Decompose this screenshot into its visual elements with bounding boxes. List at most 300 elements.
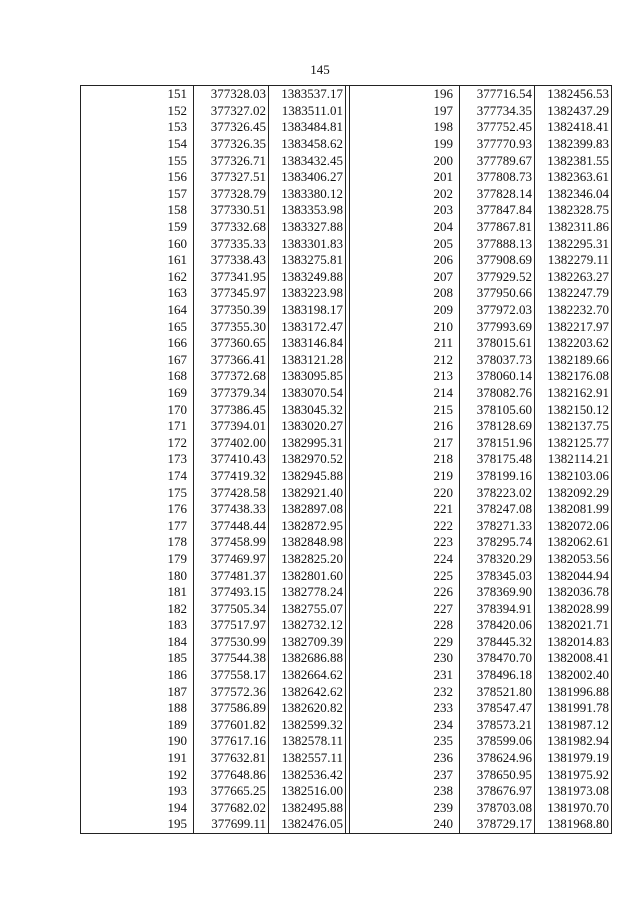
right-point-number: 238: [433, 783, 453, 799]
right-blank-cell: [350, 401, 410, 418]
table-row: [81, 269, 612, 286]
right-point-number: 221: [433, 501, 453, 517]
right-y-coordinate: 1382162.91: [535, 385, 612, 402]
right-point-number: 203: [433, 202, 453, 218]
left-x-coordinate: 377530.99: [194, 634, 269, 651]
left-point-number: 173: [167, 451, 187, 467]
right-point-number: 230: [433, 650, 453, 666]
right-x-coordinate: 378082.76: [460, 385, 535, 402]
table-row: [81, 169, 612, 186]
left-point-number: 170: [167, 401, 187, 417]
left-blank-cell: [81, 219, 144, 236]
right-y-coordinate: 1381973.08: [535, 783, 612, 800]
left-x-coordinate: 377326.71: [194, 152, 269, 169]
right-x-coordinate: 378271.33: [460, 517, 535, 534]
right-y-coordinate: 1381996.88: [535, 683, 612, 700]
left-x-coordinate: 377682.02: [194, 800, 269, 817]
table-row: [81, 750, 612, 767]
left-y-coordinate: 1383249.88: [269, 269, 346, 286]
right-y-coordinate: 1382328.75: [535, 202, 612, 219]
left-x-coordinate: 377410.43: [194, 451, 269, 468]
left-blank-cell: [81, 783, 144, 800]
right-point-number: 234: [433, 716, 453, 732]
right-x-coordinate: 377993.69: [460, 318, 535, 335]
right-y-coordinate: 1382363.61: [535, 169, 612, 186]
right-point-number: 233: [433, 700, 453, 716]
left-point-number: 177: [167, 517, 187, 533]
table-row: [81, 302, 612, 319]
left-point-number: 163: [167, 285, 187, 301]
right-point-number: 207: [433, 268, 453, 284]
table-row: [81, 418, 612, 435]
right-blank-cell: [350, 119, 410, 136]
left-y-coordinate: 1383511.01: [269, 103, 346, 120]
right-point-number: 220: [433, 484, 453, 500]
left-blank-cell: [81, 252, 144, 269]
right-x-coordinate: 377716.54: [460, 86, 535, 103]
right-x-coordinate: 378599.06: [460, 733, 535, 750]
right-blank-cell: [350, 733, 410, 750]
right-blank-cell: [350, 816, 410, 833]
left-x-coordinate: 377394.01: [194, 418, 269, 435]
right-blank-cell: [350, 219, 410, 236]
left-y-coordinate: 1383458.62: [269, 136, 346, 153]
left-blank-cell: [81, 335, 144, 352]
table-row: [81, 733, 612, 750]
left-y-coordinate: 1383327.88: [269, 219, 346, 236]
table-row: [81, 103, 612, 120]
left-x-coordinate: 377458.99: [194, 534, 269, 551]
right-point-number: 209: [433, 302, 453, 318]
right-x-coordinate: 378394.91: [460, 600, 535, 617]
right-blank-cell: [350, 484, 410, 501]
left-y-coordinate: 1382620.82: [269, 700, 346, 717]
right-blank-cell: [350, 86, 410, 103]
left-x-coordinate: 377350.39: [194, 302, 269, 319]
right-point-number: 217: [433, 434, 453, 450]
right-blank-cell: [350, 368, 410, 385]
left-blank-cell: [81, 800, 144, 817]
right-blank-cell: [350, 285, 410, 302]
left-blank-cell: [81, 235, 144, 252]
left-x-coordinate: 377469.97: [194, 551, 269, 568]
right-point-number: 228: [433, 617, 453, 633]
coordinate-table: [80, 85, 612, 834]
right-point-number: 235: [433, 733, 453, 749]
right-blank-cell: [350, 683, 410, 700]
table-row: [81, 152, 612, 169]
right-x-coordinate: 377808.73: [460, 169, 535, 186]
left-point-number: 166: [167, 335, 187, 351]
left-blank-cell: [81, 551, 144, 568]
right-y-coordinate: 1382021.71: [535, 617, 612, 634]
left-blank-cell: [81, 567, 144, 584]
left-x-coordinate: 377328.03: [194, 86, 269, 103]
left-point-number: 195: [143, 816, 194, 833]
left-y-coordinate: 1382801.60: [269, 567, 346, 584]
table-row: [81, 551, 612, 568]
left-y-coordinate: 1383223.98: [269, 285, 346, 302]
right-x-coordinate: 378470.70: [460, 650, 535, 667]
left-blank-cell: [81, 451, 144, 468]
left-blank-cell: [81, 86, 144, 103]
left-y-coordinate: 1382995.31: [269, 434, 346, 451]
right-blank-cell: [350, 335, 410, 352]
right-point-number: 218: [433, 451, 453, 467]
left-point-number: 165: [167, 318, 187, 334]
left-y-coordinate: 1382825.20: [269, 551, 346, 568]
right-y-coordinate: 1382263.27: [535, 269, 612, 286]
left-point-number: 159: [167, 219, 187, 235]
table-row: [81, 335, 612, 352]
left-blank-cell: [81, 667, 144, 684]
left-x-coordinate: 377632.81: [194, 750, 269, 767]
table-row: [81, 368, 612, 385]
right-blank-cell: [350, 385, 410, 402]
right-x-coordinate: 378128.69: [460, 418, 535, 435]
right-x-coordinate: 378345.03: [460, 567, 535, 584]
right-blank-cell: [350, 700, 410, 717]
right-point-number: 219: [433, 467, 453, 483]
left-blank-cell: [81, 103, 144, 120]
left-x-coordinate: 377332.68: [194, 219, 269, 236]
right-y-coordinate: 1382247.79: [535, 285, 612, 302]
right-x-coordinate: 378703.08: [460, 800, 535, 817]
left-blank-cell: [81, 368, 144, 385]
left-point-number: 152: [167, 102, 187, 118]
right-y-coordinate: 1382044.94: [535, 567, 612, 584]
right-x-coordinate: 377908.69: [460, 252, 535, 269]
left-point-number: 194: [167, 799, 187, 815]
left-point-number: 160: [167, 235, 187, 251]
right-x-coordinate: 378573.21: [460, 717, 535, 734]
right-y-coordinate: 1382028.99: [535, 600, 612, 617]
left-blank-cell: [81, 517, 144, 534]
right-x-coordinate: 377929.52: [460, 269, 535, 286]
left-x-coordinate: 377326.45: [194, 119, 269, 136]
right-point-number: 214: [433, 384, 453, 400]
right-y-coordinate: 1381968.80: [535, 816, 612, 833]
right-point-number: 231: [433, 667, 453, 683]
right-x-coordinate: 378199.16: [460, 468, 535, 485]
right-y-coordinate: 1382114.21: [535, 451, 612, 468]
right-y-coordinate: 1382125.77: [535, 434, 612, 451]
right-y-coordinate: 1382014.83: [535, 634, 612, 651]
right-point-number: 229: [433, 633, 453, 649]
left-x-coordinate: 377402.00: [194, 434, 269, 451]
right-point-number: 222: [433, 517, 453, 533]
left-y-coordinate: 1382686.88: [269, 650, 346, 667]
right-y-coordinate: 1382381.55: [535, 152, 612, 169]
right-blank-cell: [350, 235, 410, 252]
right-x-coordinate: 378547.47: [460, 700, 535, 717]
right-y-coordinate: 1382346.04: [535, 186, 612, 203]
right-x-coordinate: 378037.73: [460, 352, 535, 369]
left-point-number: 168: [167, 368, 187, 384]
left-blank-cell: [81, 186, 144, 203]
left-y-coordinate: 1382921.40: [269, 484, 346, 501]
left-point-number: 161: [167, 252, 187, 268]
right-x-coordinate: 378151.96: [460, 434, 535, 451]
right-y-coordinate: 1382053.56: [535, 551, 612, 568]
left-y-coordinate: 1383537.17: [269, 86, 346, 103]
right-x-coordinate: 378369.90: [460, 584, 535, 601]
right-point-number: 225: [433, 567, 453, 583]
left-blank-cell: [81, 285, 144, 302]
left-x-coordinate: 377558.17: [194, 667, 269, 684]
left-blank-cell: [81, 434, 144, 451]
left-blank-cell: [81, 501, 144, 518]
right-point-number: 206: [433, 252, 453, 268]
right-blank-cell: [350, 584, 410, 601]
left-y-coordinate: 1383198.17: [269, 302, 346, 319]
right-x-coordinate: 377972.03: [460, 302, 535, 319]
left-point-number: 167: [167, 351, 187, 367]
right-y-coordinate: 1381970.70: [535, 800, 612, 817]
right-y-coordinate: 1382437.29: [535, 103, 612, 120]
left-blank-cell: [81, 600, 144, 617]
table-row: [81, 700, 612, 717]
left-blank-cell: [81, 683, 144, 700]
right-y-coordinate: 1382203.62: [535, 335, 612, 352]
left-point-number: 191: [167, 750, 187, 766]
left-point-number: 164: [167, 302, 187, 318]
left-x-coordinate: 377338.43: [194, 252, 269, 269]
right-y-coordinate: 1382062.61: [535, 534, 612, 551]
left-y-coordinate: 1382495.88: [269, 800, 346, 817]
left-point-number: 179: [167, 550, 187, 566]
left-y-coordinate: 1383353.98: [269, 202, 346, 219]
right-x-coordinate: 377828.14: [460, 186, 535, 203]
right-point-number: 200: [433, 152, 453, 168]
left-x-coordinate: 377617.16: [194, 733, 269, 750]
right-blank-cell: [350, 186, 410, 203]
right-point-number: 239: [433, 799, 453, 815]
table-row: [81, 517, 612, 534]
left-x-coordinate: 377327.02: [194, 103, 269, 120]
table-row: [81, 634, 612, 651]
left-y-coordinate: 1382664.62: [269, 667, 346, 684]
right-blank-cell: [350, 634, 410, 651]
left-x-coordinate: 377355.30: [194, 318, 269, 335]
right-x-coordinate: 378650.95: [460, 766, 535, 783]
right-x-coordinate: 377752.45: [460, 119, 535, 136]
right-blank-cell: [350, 136, 410, 153]
left-point-number: 151: [143, 86, 194, 103]
left-point-number: 186: [167, 667, 187, 683]
left-point-number: 192: [167, 766, 187, 782]
left-point-number: 183: [167, 617, 187, 633]
table-row: [81, 285, 612, 302]
left-x-coordinate: 377328.79: [194, 186, 269, 203]
left-blank-cell: [81, 385, 144, 402]
right-x-coordinate: 378521.80: [460, 683, 535, 700]
right-x-coordinate: 378729.17: [460, 816, 535, 833]
right-blank-cell: [350, 783, 410, 800]
page-number: 145: [310, 62, 330, 77]
right-x-coordinate: 378015.61: [460, 335, 535, 352]
right-x-coordinate: 378060.14: [460, 368, 535, 385]
left-blank-cell: [81, 136, 144, 153]
right-point-number: 240: [409, 816, 460, 833]
right-x-coordinate: 378445.32: [460, 634, 535, 651]
right-blank-cell: [350, 766, 410, 783]
left-point-number: 189: [167, 716, 187, 732]
right-blank-cell: [350, 650, 410, 667]
right-y-coordinate: 1382002.40: [535, 667, 612, 684]
coordinate-table-body: [81, 86, 612, 834]
right-point-number: 211: [433, 335, 453, 351]
right-blank-cell: [350, 434, 410, 451]
right-point-number: 197: [433, 102, 453, 118]
right-blank-cell: [350, 169, 410, 186]
left-point-number: 156: [167, 169, 187, 185]
left-point-number: 188: [167, 700, 187, 716]
right-x-coordinate: 378676.97: [460, 783, 535, 800]
table-row: [81, 683, 612, 700]
left-y-coordinate: 1383301.83: [269, 235, 346, 252]
left-y-coordinate: 1383146.84: [269, 335, 346, 352]
table-row: [81, 86, 612, 103]
right-point-number: 224: [433, 550, 453, 566]
left-x-coordinate: 377586.89: [194, 700, 269, 717]
right-point-number: 227: [433, 600, 453, 616]
left-point-number: 178: [167, 534, 187, 550]
right-y-coordinate: 1382176.08: [535, 368, 612, 385]
left-x-coordinate: 377379.34: [194, 385, 269, 402]
left-point-number: 182: [167, 600, 187, 616]
right-blank-cell: [350, 750, 410, 767]
right-point-number: 226: [433, 584, 453, 600]
left-point-number: 155: [167, 152, 187, 168]
left-blank-cell: [81, 352, 144, 369]
left-y-coordinate: 1382557.11: [269, 750, 346, 767]
right-y-coordinate: 1381975.92: [535, 766, 612, 783]
left-x-coordinate: 377335.33: [194, 235, 269, 252]
left-blank-cell: [81, 584, 144, 601]
left-blank-cell: [81, 119, 144, 136]
right-point-number: 236: [433, 750, 453, 766]
left-blank-cell: [81, 169, 144, 186]
left-blank-cell: [81, 700, 144, 717]
left-blank-cell: [81, 766, 144, 783]
left-blank-cell: [81, 202, 144, 219]
left-point-number: 190: [167, 733, 187, 749]
right-blank-cell: [350, 551, 410, 568]
left-point-number: 157: [167, 185, 187, 201]
right-point-number: 208: [433, 285, 453, 301]
right-y-coordinate: 1382232.70: [535, 302, 612, 319]
left-point-number: 172: [167, 434, 187, 450]
left-y-coordinate: 1382476.05: [269, 816, 346, 833]
right-blank-cell: [350, 103, 410, 120]
right-point-number: 201: [433, 169, 453, 185]
left-point-number: 184: [167, 633, 187, 649]
right-x-coordinate: 377770.93: [460, 136, 535, 153]
left-blank-cell: [81, 534, 144, 551]
left-x-coordinate: 377428.58: [194, 484, 269, 501]
right-point-number: 223: [433, 534, 453, 550]
right-x-coordinate: 377789.67: [460, 152, 535, 169]
right-y-coordinate: 1382008.41: [535, 650, 612, 667]
left-y-coordinate: 1383020.27: [269, 418, 346, 435]
left-y-coordinate: 1382732.12: [269, 617, 346, 634]
right-blank-cell: [350, 152, 410, 169]
table-row: [81, 119, 612, 136]
left-y-coordinate: 1382945.88: [269, 468, 346, 485]
table-row: [81, 136, 612, 153]
left-x-coordinate: 377481.37: [194, 567, 269, 584]
left-y-coordinate: 1383095.85: [269, 368, 346, 385]
right-x-coordinate: 377847.84: [460, 202, 535, 219]
left-blank-cell: [81, 302, 144, 319]
table-row: [81, 318, 612, 335]
right-y-coordinate: 1382311.86: [535, 219, 612, 236]
right-x-coordinate: 378320.29: [460, 551, 535, 568]
right-point-number: 215: [433, 401, 453, 417]
right-point-number: 205: [433, 235, 453, 251]
left-y-coordinate: 1382642.62: [269, 683, 346, 700]
left-y-coordinate: 1383172.47: [269, 318, 346, 335]
left-x-coordinate: 377601.82: [194, 717, 269, 734]
left-y-coordinate: 1383045.32: [269, 401, 346, 418]
right-x-coordinate: 377867.81: [460, 219, 535, 236]
table-row: [81, 202, 612, 219]
table-row: [81, 186, 612, 203]
left-y-coordinate: 1382897.08: [269, 501, 346, 518]
table-row: [81, 584, 612, 601]
table-row: [81, 650, 612, 667]
left-blank-cell: [81, 318, 144, 335]
right-y-coordinate: 1382072.06: [535, 517, 612, 534]
left-point-number: 174: [167, 467, 187, 483]
right-point-number: 232: [433, 683, 453, 699]
right-x-coordinate: 378420.06: [460, 617, 535, 634]
left-blank-cell: [81, 401, 144, 418]
right-blank-cell: [350, 717, 410, 734]
left-y-coordinate: 1382536.42: [269, 766, 346, 783]
left-y-coordinate: 1382578.11: [269, 733, 346, 750]
right-y-coordinate: 1382456.53: [535, 86, 612, 103]
right-y-coordinate: 1382217.97: [535, 318, 612, 335]
table-row: [81, 501, 612, 518]
table-row: [81, 766, 612, 783]
left-x-coordinate: 377438.33: [194, 501, 269, 518]
left-y-coordinate: 1383121.28: [269, 352, 346, 369]
table-row: [81, 352, 612, 369]
table-row: [81, 617, 612, 634]
left-blank-cell: [81, 750, 144, 767]
right-blank-cell: [350, 617, 410, 634]
left-y-coordinate: 1383406.27: [269, 169, 346, 186]
left-blank-cell: [81, 634, 144, 651]
table-row: [81, 717, 612, 734]
left-x-coordinate: 377699.11: [194, 816, 269, 833]
table-row: [81, 800, 612, 817]
table-row: [81, 567, 612, 584]
right-blank-cell: [350, 418, 410, 435]
right-point-number: 199: [433, 136, 453, 152]
right-y-coordinate: 1382399.83: [535, 136, 612, 153]
left-x-coordinate: 377372.68: [194, 368, 269, 385]
right-x-coordinate: 377888.13: [460, 235, 535, 252]
right-point-number: 237: [433, 766, 453, 782]
right-blank-cell: [350, 202, 410, 219]
table-row: [81, 252, 612, 269]
left-blank-cell: [81, 468, 144, 485]
left-blank-cell: [81, 152, 144, 169]
left-x-coordinate: 377386.45: [194, 401, 269, 418]
